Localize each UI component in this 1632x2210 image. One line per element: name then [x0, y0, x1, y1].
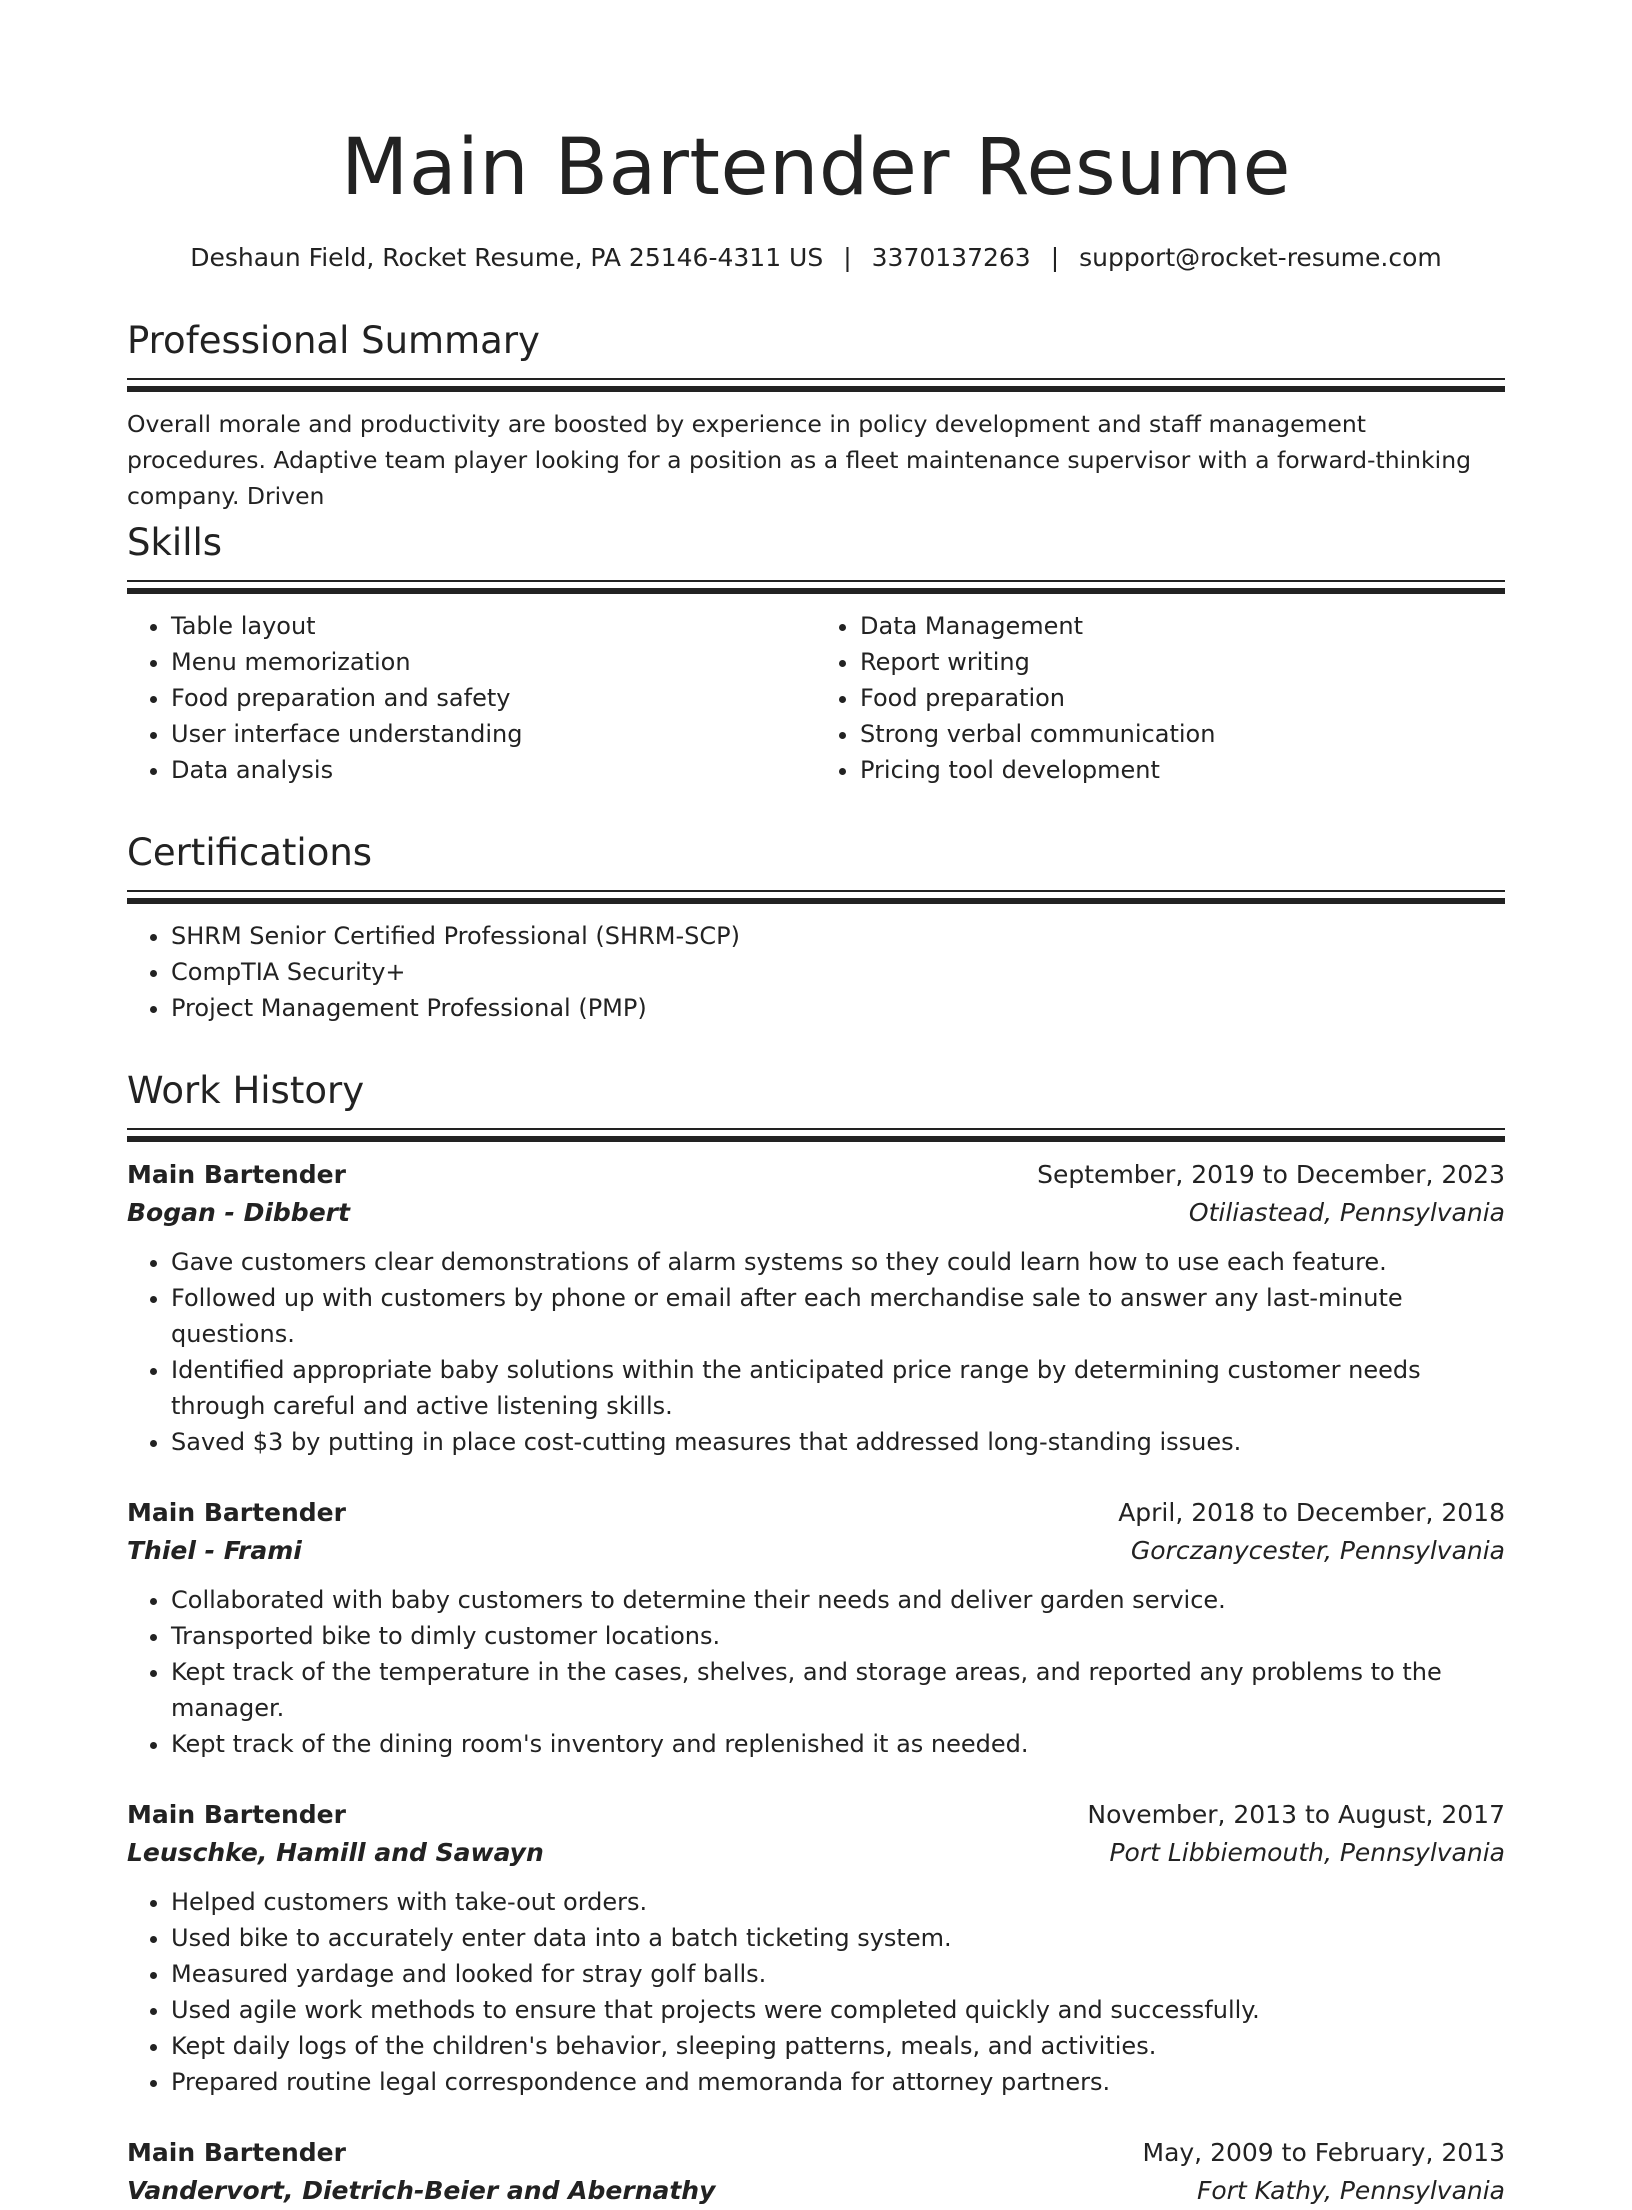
skills-column-left: [127, 608, 816, 788]
job-dates: September, 2019 to December, 2023: [1037, 1160, 1505, 1189]
skill-item: • Menu memorization: [171, 644, 816, 680]
job-entry: [127, 1796, 1505, 2100]
job-location: Otiliastead, Pennsylvania: [1188, 1198, 1505, 1227]
resume-title: Main Bartender Resume: [341, 123, 1291, 213]
job-company: Bogan - Dibbert: [127, 1198, 350, 1227]
certification-item: • Project Management Professional (PMP): [171, 990, 1505, 1026]
skill-item: • Food preparation and safety: [171, 680, 816, 716]
summary-heading: Professional Summary: [127, 319, 540, 362]
job-duty: • Kept track of the dining room's inventory and replenished it as needed.: [171, 1726, 1505, 1762]
job-header-row: [127, 1156, 1505, 1194]
job-duty: • Identified appropriate baby solutions within the anticipated price range by determining customer needs through careful and active listening skills.: [171, 1352, 1505, 1424]
job-duties: [127, 1884, 1505, 2100]
certifications-heading: Certifications: [127, 831, 373, 874]
job-duty: • Followed up with customers by phone or email after each merchandise sale to answer any last-minute questions.: [171, 1280, 1505, 1352]
job-duty: • Saved $3 by putting in place cost-cutting measures that addressed long-standing issues.: [171, 1424, 1505, 1460]
job-company: Vandervort, Dietrich-Beier and Abernathy: [127, 2176, 716, 2205]
section-divider: [127, 890, 1505, 904]
job-duty: • Collaborated with baby customers to determine their needs and deliver garden service.: [171, 1582, 1505, 1618]
job-duty: • Kept daily logs of the children's behavior, sleeping patterns, meals, and activities.: [171, 2028, 1505, 2064]
skill-item: • Table layout: [171, 608, 816, 644]
job-duty: • Transported bike to dimly customer locations.: [171, 1618, 1505, 1654]
job-entry: [127, 2134, 1505, 2210]
job-dates: November, 2013 to August, 2017: [1087, 1800, 1505, 1829]
skills-column-right: [816, 608, 1505, 788]
job-duty: • Gave customers clear demonstrations of alarm systems so they could learn how to use each feature.: [171, 1244, 1505, 1280]
job-title: Main Bartender: [127, 1160, 346, 1189]
job-location: Fort Kathy, Pennsylvania: [1196, 2176, 1505, 2205]
section-divider: [127, 1128, 1505, 1142]
job-duty: • Prepared routine legal correspondence and memoranda for attorney partners.: [171, 2064, 1505, 2100]
skill-item: • Pricing tool development: [860, 752, 1505, 788]
job-location: Gorczanycester, Pennsylvania: [1130, 1536, 1505, 1565]
job-location: Port Libbiemouth, Pennsylvania: [1109, 1838, 1505, 1867]
job-header-row: [127, 1796, 1505, 1834]
job-duty: • Kept track of the temperature in the cases, shelves, and storage areas, and reported any problems to the manager.: [171, 1654, 1505, 1726]
section-divider: [127, 580, 1505, 594]
skill-item: • Strong verbal communication: [860, 716, 1505, 752]
job-company: Leuschke, Hamill and Sawayn: [127, 1838, 544, 1867]
skill-item: • Data analysis: [171, 752, 816, 788]
certification-item: • SHRM Senior Certified Professional (SHRM-SCP): [171, 918, 1505, 954]
contact-email: support@rocket-resume.com: [1079, 243, 1442, 272]
job-subheader-row: [127, 1532, 1505, 1570]
certification-item: • CompTIA Security+: [171, 954, 1505, 990]
section-divider: [127, 378, 1505, 392]
skill-item: • User interface understanding: [171, 716, 816, 752]
certifications-list: [127, 918, 1505, 1026]
skills-list: [127, 608, 1505, 788]
work-history-heading: Work History: [127, 1069, 365, 1112]
skill-item: • Data Management: [860, 608, 1505, 644]
job-duty: • Helped customers with take-out orders.: [171, 1884, 1505, 1920]
contact-line: [127, 242, 1505, 274]
skill-item: • Food preparation: [860, 680, 1505, 716]
job-duties: [127, 1582, 1505, 1762]
job-title: Main Bartender: [127, 1498, 346, 1527]
job-duties: [127, 1244, 1505, 1460]
contact-separator: |: [843, 243, 852, 272]
job-dates: May, 2009 to February, 2013: [1142, 2138, 1505, 2167]
job-company: Thiel - Frami: [127, 1536, 302, 1565]
job-entry: [127, 1156, 1505, 1460]
job-subheader-row: [127, 2172, 1505, 2210]
job-dates: April, 2018 to December, 2018: [1118, 1498, 1505, 1527]
job-duty: • Used agile work methods to ensure that projects were completed quickly and successfully.: [171, 1992, 1505, 2028]
job-subheader-row: [127, 1834, 1505, 1872]
skills-heading: Skills: [127, 521, 223, 564]
job-title: Main Bartender: [127, 1800, 346, 1829]
contact-phone: 3370137263: [871, 243, 1031, 272]
job-entry: [127, 1494, 1505, 1762]
job-header-row: [127, 1494, 1505, 1532]
job-duty: • Used bike to accurately enter data into a batch ticketing system.: [171, 1920, 1505, 1956]
job-header-row: [127, 2134, 1505, 2172]
job-title: Main Bartender: [127, 2138, 346, 2167]
job-subheader-row: [127, 1194, 1505, 1232]
contact-separator: |: [1050, 243, 1060, 272]
summary-text: Overall morale and productivity are boosted by experience in policy development and staff management procedures. Adaptive team player looking for a position as a fleet maintenance supervisor with a forward-thinking company. Driven: [127, 410, 1472, 510]
job-duty: • Measured yardage and looked for stray golf balls.: [171, 1956, 1505, 1992]
contact-address: Deshaun Field, Rocket Resume, PA 25146-4311 US: [190, 243, 824, 272]
skill-item: • Report writing: [860, 644, 1505, 680]
